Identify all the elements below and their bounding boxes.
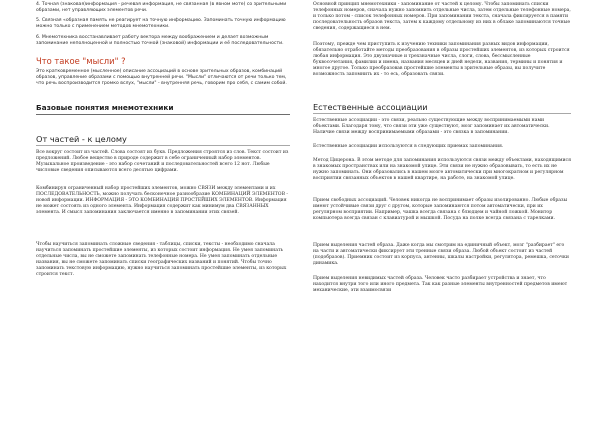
what-are-thoughts-text: Это кратковременное (мысленное) описание ассоциаций в основе зрительных образов, комбинаций образов, управление образами с помощью внутренней речи. "Мысли" отличаются от речи только тем, что речь воспроизводится громко вслух, "мысли" - внутренняя речь, говорим про себя, с самим собой. <box>36 69 287 87</box>
image-parts-paragraph: Прием выделения частей образа. Даже когда мы смотрим на единичный объект, мозг "разбирает" его на части и автоматически фиксирует эти тренные связи образа. Любой объект состоит из частей (подобразов). Приемник состоит из корпуса, антенны, шкалы настройки, регулятора, ремешка, сеточки динамика. <box>313 243 569 267</box>
parts-divider <box>36 145 290 146</box>
parts-paragraph-2: Комбинируя ограниченный набор простейших элементов, можно СВЯЗИ между элементами и их ПОСЛЕДОВАТЕЛЬНОСТЬ, можно получать бесконечное разнообразие КОМБИНАЦИЙ ЭЛЕМЕНТОВ - новой информации. ИНФОРМАЦИЯ - ЭТО КОМБИНАЦИЯ ПРОСТЕЙШИХ ЭЛЕМЕНТОВ. Информация не может состоять из одного элемента. Информация содержит как минимум два СВЯЗАННЫХ элемента. И смысл запоминания заключается именно в запоминании этих связей. <box>36 186 288 216</box>
associations-paragraph-1: Естественные ассоциации - это связи, реально существующие между воспринимаемыми нами объектами. Благодаря тому, что связи эти уже существуют, мозг запоминает их автоматически. Наличие связи между воспринимаемыми образами - это связка в запоминании. <box>313 118 550 136</box>
basics-heading: Базовые понятия мнемотехники <box>36 103 174 112</box>
natural-associations-heading: Естественные ассоциации <box>313 102 428 112</box>
item-6-text: 6. Мнемотехника восстанавливает работу вектора между воображением и делает возможным запоминание неполноценной и полностью точной (знаковой) информации и её последовательности. <box>36 35 284 47</box>
elements-paragraph: Поэтому, прежде чем приступить к изучению техники запоминания разных видов информации, обязательно отработайте методы преобразования в образы простейших элементов, из которых строится любая информация. Это двузначные и трехзначные числа, слоги, слова, бессмысленные буквосочетания, фамилии и имена, названия месяцев и дней недели, названия, термины и понятия и многое другое. Только преобразовав простейшие элементы в зрительные образы, вы получите возможность запомнить их - то есь, образовать связи. <box>313 42 570 78</box>
basics-divider <box>36 114 290 115</box>
associations-divider <box>313 113 571 114</box>
cicero-method-paragraph: Метод Цицерона. В этом методе для запоминания используются связи между объектами, находящимися в знакомых пространствах или на знакомой улице. Эти связи не нужно образовывать, то есть их не нужно запоминать. Они образовались в нашем мозге автоматически при многократном и регулярном восприятии связанных объектов в нашей квартире, на работе, на знакомой улице. <box>313 158 571 182</box>
hidden-parts-paragraph: Прием выделения невидимых частей образа. Человек часто разбирает устройства и знает, что находится внутри того или иного предмета. Так как разные элементы внутренностей предметов имеют механические, эти взаимосвязи <box>313 276 568 294</box>
associations-paragraph-2: Естественные ассоциации используются в следующих приемах запоминания. <box>313 144 504 149</box>
parts-paragraph-1: Все вокруг состоит из частей. Слова состоят из букв. Предложения строятся из слов. Текст состоит из предложений. Любое вещество в природе содержит в себе ограниченный набор элементов. Музыкальное произведение - это набор сочетаний и последовательностей всего 12 нот. Любые числовые сведения описываются всего десятью цифрами. <box>36 150 289 174</box>
parts-paragraph-3: Чтобы научиться запоминать сложные сведения - таблицы, списки, тексты - необходимо сначала научиться запоминать простейшие элементы, из которых состоит информация. Не умея запоминать отдельные числа, вы не сможете запоминать телефонные номера. Не умея запоминать отдельные названия, вы не сможете запоминать списки географических названий и понятий. Чтобы точно запоминать текстовую информацию, нужно научиться запоминать простейшие элементы, из которых строится текст. <box>36 242 287 278</box>
item-5-text: 5. Связная «образная память не реагирует на точную информацию. Запоминать точную информацию можно только с применением методов мнемотехники. <box>36 18 286 30</box>
item-4-text: 4. Точная (знаковая)информация - речевая информация, не связанная (в явном моте) со зрительными образами, нет управляющих элементов речи. <box>36 2 287 14</box>
parts-heading: От частей - к целому <box>36 134 127 144</box>
free-associations-paragraph: Прием свободных ассоциаций. Человек никогда не воспринимает образы изолированно. Любые образы имеют устойчивые связи друг с другом, которые запоминаются потом автоматически, при их регулярном восприятии. Например, чашка всегда связана с блюдцем и чайной ложкой. Монитор компьютера всегда связан с клавиатурой и мышкой. Посуда на полке всегда связана с тарелками. <box>313 198 568 222</box>
principle-paragraph: Основной принцип мнемотехники - запоминание от частей к целому. Чтобы запоминать списки телефонных номеров, сначала нужно запомнить отдельные числа, затем отдельные телефонные номера, и только потом - список телефонных номеров. При запоминании текста, сначала фиксируется в памяти последовательность образов текста, затем к каждому отдельному из них в облаке запоминаются точные сведения, содержащиеся в нем. <box>313 2 571 32</box>
what-are-thoughts-heading: Что такое "мысли" ? <box>36 56 126 66</box>
